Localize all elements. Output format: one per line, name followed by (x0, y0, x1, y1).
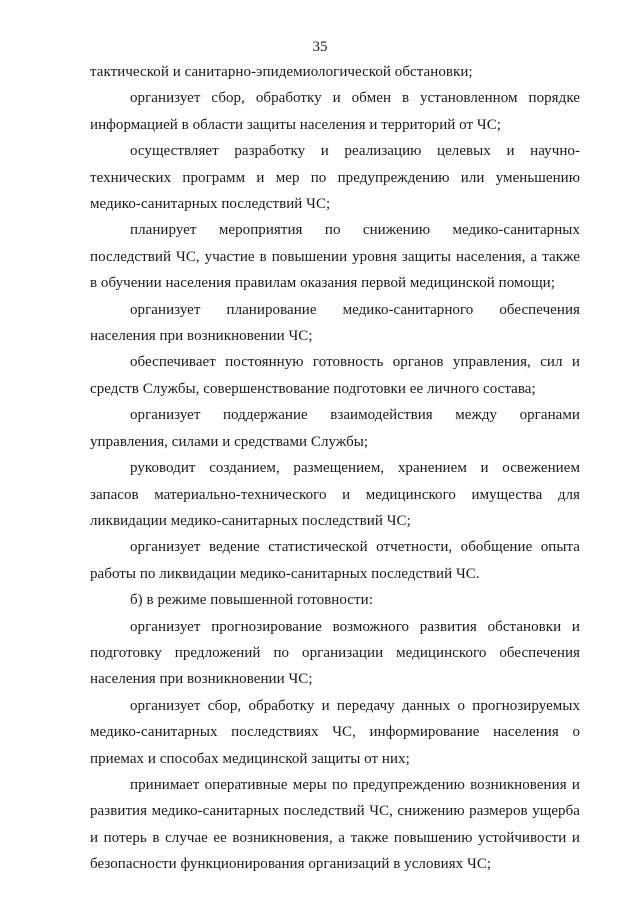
paragraph: обеспечивает постоянную готовность органов управления, сил и средств Службы, совершенствование подготовки ее личного состава; (90, 354, 580, 397)
document-body (90, 59, 580, 878)
paragraph: планирует мероприятия по снижению медико-санитарных последствий ЧС, участие в повышении уровня защиты населения, а также в обучении населения правилам оказания первой медицинской помощи; (90, 222, 580, 292)
page-number: 35 (312, 39, 328, 55)
paragraph: организует поддержание взаимодействия между органами управления, силами и средствами Службы; (90, 407, 580, 450)
paragraph: организует сбор, обработку и обмен в установленном порядке информацией в области защиты населения и территорий от ЧС; (90, 90, 580, 133)
paragraph: осуществляет разработку и реализацию целевых и научно-технических программ и мер по предупреждению или уменьшению медико-санитарных последствий ЧС; (90, 143, 580, 213)
section-heading: б) в режиме повышенной готовности: (130, 592, 373, 609)
paragraph: организует ведение статистической отчетности, обобщение опыта работы по ликвидации медико-санитарных последствий ЧС. (90, 539, 580, 582)
paragraph: руководит созданием, размещением, хранением и освежением запасов материально-технического и медицинского имущества для ликвидации медико-санитарных последствий ЧС; (90, 460, 580, 529)
paragraph: организует прогнозирование возможного развития обстановки и подготовку предложений по организации медицинского обеспечения населения при возникновении ЧС; (90, 618, 580, 688)
paragraph-continuation: тактической и санитарно-эпидемиологической обстановки; (90, 64, 473, 80)
paragraph: принимает оперативные меры по предупреждению возникновения и развития медико-санитарных последствий ЧС, снижению размеров ущерба и потерь в случае ее возникновения, а также повышению устойчивости и безопасности функционирования организаций в условиях ЧС; (90, 776, 580, 873)
paragraph: организует сбор, обработку и передачу данных о прогнозируемых медико-санитарных последствиях ЧС, информирование населения о приемах и способах медицинской защиты от них; (90, 697, 580, 767)
paragraph: организует планирование медико-санитарного обеспечения населения при возникновении ЧС; (90, 301, 580, 345)
